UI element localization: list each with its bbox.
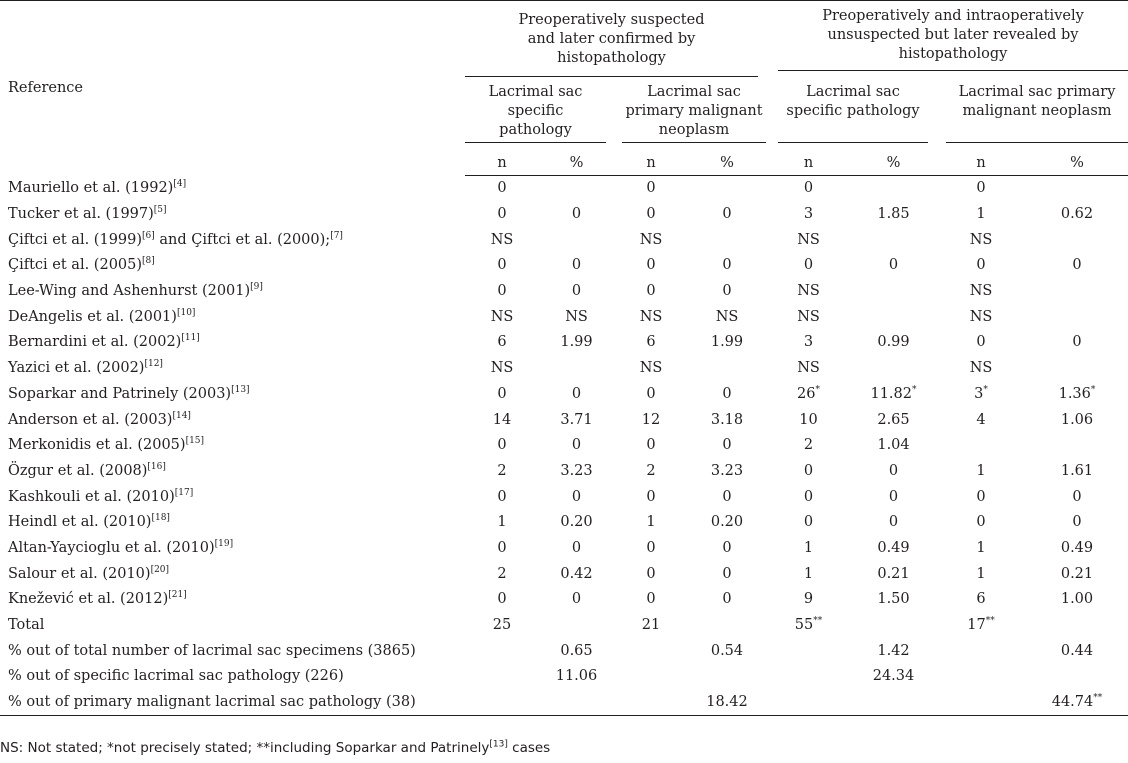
n-cell (614, 638, 688, 664)
footnote-mark: * (912, 385, 917, 396)
n-cell: 55** (794, 616, 823, 634)
pct-cell: 1.04 (877, 437, 910, 454)
n-cell: 0 (497, 437, 507, 454)
citation-ref: [14] (172, 410, 191, 421)
reference-cell (0, 484, 465, 510)
n-cell (465, 638, 539, 664)
n-cell: NS (969, 360, 993, 377)
pct-cell: 0 (722, 385, 732, 402)
reference-cell (0, 176, 465, 202)
table-row (0, 433, 1128, 459)
n-cell: 0 (803, 462, 814, 479)
n-cell: 2 (803, 437, 814, 454)
n-cell: 0 (497, 283, 507, 300)
citation-ref: [6] (142, 230, 155, 241)
pct-cell (851, 279, 936, 305)
table-row (0, 227, 1128, 253)
pct-cell (539, 613, 614, 639)
pct-cell: 0 (722, 206, 732, 223)
pct-cell: 0.42 (560, 565, 593, 582)
reference-text: Salour et al. (2010) (8, 565, 151, 582)
group-header-unsuspected: Preoperatively and intraoperatively unsuspected but later revealed by histopathology (778, 7, 1128, 71)
n-cell: 0 (497, 385, 507, 402)
n-cell (766, 690, 851, 716)
citation-ref: [7] (330, 230, 343, 241)
col-n: n (766, 151, 851, 176)
pct-cell: 1.36* (1058, 385, 1096, 402)
n-cell: 1 (976, 462, 986, 479)
pct-cell (1026, 613, 1128, 639)
reference-text: Çiftci et al. (1999) (8, 231, 143, 248)
pct-cell: 0.21 (1060, 565, 1094, 582)
pct-cell: 0.62 (1060, 206, 1094, 223)
n-cell (936, 664, 1026, 690)
pct-cell: 0 (571, 539, 582, 556)
footnote-text-end: cases (507, 740, 551, 756)
pct-cell: 0 (722, 539, 732, 556)
table-row (0, 176, 1128, 202)
pct-cell (1026, 433, 1128, 459)
footnote-mark: ** (985, 616, 995, 627)
table-row (0, 510, 1128, 536)
n-cell: 0 (646, 206, 656, 223)
table-row (0, 484, 1128, 510)
n-cell: 1 (803, 565, 814, 582)
reference-cell (0, 433, 465, 459)
pct-cell: 3.23 (560, 462, 593, 479)
reference-cell (0, 202, 465, 228)
table-row (0, 690, 1128, 716)
n-cell: 0 (497, 539, 507, 556)
pct-cell (851, 690, 936, 716)
reference-header: Reference (8, 79, 83, 96)
pct-cell (688, 176, 766, 202)
subheader-malignant-suspected: Lacrimal sac primary malignant neoplasm (622, 83, 766, 143)
n-cell: NS (490, 231, 514, 248)
pct-cell: 0 (571, 488, 582, 505)
pct-cell: 0 (722, 488, 732, 505)
col-pct: % (851, 151, 936, 176)
pct-cell: 0.99 (877, 334, 910, 351)
pct-cell: 0.65 (560, 642, 593, 659)
n-cell: 1 (976, 206, 986, 223)
col-pct: % (539, 151, 614, 176)
pct-cell: 0 (571, 257, 582, 274)
pct-cell: 0.20 (560, 514, 593, 531)
citation-ref: [21] (168, 590, 187, 601)
pct-cell (688, 664, 766, 690)
n-cell: 0 (803, 180, 814, 197)
reference-cell (0, 561, 465, 587)
pct-cell: 1.50 (877, 591, 910, 608)
pct-cell (851, 304, 936, 330)
reference-cell (0, 253, 465, 279)
pct-cell (539, 690, 614, 716)
reference-text: Heindl et al. (2010) (8, 514, 152, 531)
citation-ref: [20] (150, 564, 170, 575)
pct-cell: 0 (888, 257, 899, 274)
footnote-citation: [13] (489, 739, 508, 750)
pct-cell: 1.99 (560, 334, 593, 351)
n-cell: 0 (646, 488, 656, 505)
pct-cell: 0.49 (877, 539, 910, 556)
table-row (0, 382, 1128, 408)
pct-cell (851, 356, 936, 382)
citation-ref: [19] (214, 539, 234, 550)
reference-text: Soparkar and Patrinely (2003) (8, 385, 232, 402)
table-row (0, 253, 1128, 279)
col-n: n (614, 151, 688, 176)
footnote-text: NS: Not stated; *not precisely stated; **including Soparkar and Patrinely (0, 740, 490, 756)
pct-cell: 18.42 (688, 690, 766, 716)
reference-text: Merkonidis et al. (2005) (8, 437, 186, 454)
citation-ref: [5] (153, 205, 167, 216)
reference-cell (0, 459, 465, 485)
reference-text: DeAngelis et al. (2001) (8, 308, 177, 325)
citation-ref: [18] (151, 513, 170, 524)
pct-cell: 24.34 (872, 668, 915, 685)
reference-text: % out of total number of lacrimal sac specimens (3865) (8, 642, 416, 659)
citation-ref: [8] (142, 256, 155, 267)
pct-cell: NS (565, 308, 588, 325)
n-cell: 1 (646, 514, 656, 531)
pct-cell: 0 (1072, 514, 1082, 531)
n-cell: NS (797, 360, 820, 377)
pct-cell: 3.71 (560, 411, 593, 428)
citation-ref: [16] (147, 462, 166, 473)
table-row (0, 664, 1128, 690)
n-cell: 6 (497, 334, 507, 351)
reference-text: Total (8, 617, 45, 634)
n-cell: 17** (967, 616, 995, 634)
n-cell: 21 (641, 617, 661, 634)
n-cell: 0 (646, 539, 656, 556)
n-cell (465, 664, 539, 690)
reference-cell (0, 638, 465, 664)
pct-cell: 0 (571, 206, 582, 223)
pct-cell: 0.44 (1060, 642, 1094, 659)
n-cell: 1 (976, 565, 986, 582)
footnote-mark: ** (1093, 693, 1103, 704)
reference-text: Yazici et al. (2002) (8, 360, 145, 377)
table-row (0, 536, 1128, 562)
pct-cell: 0 (888, 488, 899, 505)
n-cell: NS (797, 308, 820, 325)
n-cell: 3 (803, 334, 814, 351)
table-row (0, 638, 1128, 664)
n-cell (936, 433, 1026, 459)
reference-cell (0, 227, 465, 253)
pct-cell (1026, 279, 1128, 305)
pct-cell: 0 (722, 565, 732, 582)
n-cell: 3* (974, 385, 988, 402)
reference-cell (0, 510, 465, 536)
reference-cell (0, 587, 465, 613)
pct-cell: 1.85 (877, 206, 910, 223)
table-row (0, 330, 1128, 356)
pct-cell: 3.18 (710, 411, 744, 428)
n-cell: NS (639, 360, 663, 377)
pct-cell: 0 (571, 591, 582, 608)
n-cell: 3 (803, 206, 814, 223)
pct-cell: 1.06 (1060, 411, 1094, 428)
citation-ref: [9] (250, 282, 263, 293)
pct-cell (851, 613, 936, 639)
pct-cell: 44.74** (1026, 690, 1128, 716)
pct-cell (1026, 356, 1128, 382)
n-cell: 0 (646, 565, 656, 582)
n-cell: NS (969, 283, 993, 300)
reference-text: Kashkouli et al. (2010) (8, 488, 175, 505)
n-cell (766, 664, 851, 690)
citation-ref: [15] (185, 436, 205, 447)
n-cell: NS (490, 360, 514, 377)
pct-cell: 0 (722, 437, 732, 454)
reference-cell (0, 613, 465, 639)
n-cell: 6 (976, 591, 986, 608)
reference-text: Altan-Yaycioglu et al. (2010) (8, 539, 215, 556)
n-cell: NS (797, 231, 820, 248)
reference-cell (0, 356, 465, 382)
reference-cell (0, 279, 465, 305)
n-cell: 2 (497, 565, 507, 582)
n-cell: 0 (646, 437, 656, 454)
pct-cell: 0 (1072, 488, 1082, 505)
pct-cell: 0.49 (1060, 539, 1094, 556)
citation-ref: [13] (231, 385, 250, 396)
n-cell: 9 (803, 591, 814, 608)
n-cell: 26* (797, 385, 820, 402)
n-cell: 0 (497, 257, 507, 274)
n-cell: 0 (646, 283, 656, 300)
table-row (0, 279, 1128, 305)
pct-cell: 0 (722, 257, 732, 274)
n-cell: 0 (497, 591, 507, 608)
n-cell: 25 (492, 617, 512, 634)
n-cell: 0 (803, 514, 814, 531)
n-cell: 10 (799, 411, 818, 428)
n-cell: 1 (976, 539, 986, 556)
n-cell: NS (490, 308, 514, 325)
pct-cell (688, 613, 766, 639)
pct-cell: 0.21 (877, 565, 910, 582)
reference-cell (0, 304, 465, 330)
reference-text: Özgur et al. (2008) (8, 462, 148, 479)
citation-ref: [10] (176, 307, 196, 318)
pct-cell (851, 176, 936, 202)
table-row (0, 407, 1128, 433)
reference-text: Knežević et al. (2012) (8, 591, 169, 608)
pct-cell: 0 (1072, 334, 1082, 351)
pct-cell (1026, 227, 1128, 253)
col-n: n (465, 151, 539, 176)
table-row (0, 561, 1128, 587)
reference-text: % out of specific lacrimal sac pathology (226) (8, 668, 344, 685)
n-cell: 14 (492, 411, 512, 428)
pct-cell: 2.65 (877, 411, 910, 428)
pct-cell (1026, 304, 1128, 330)
table-row (0, 356, 1128, 382)
footnote (0, 740, 550, 756)
pct-cell (539, 227, 614, 253)
n-cell: 1 (497, 514, 507, 531)
n-cell: 0 (646, 385, 656, 402)
n-cell (614, 690, 688, 716)
n-cell (465, 690, 539, 716)
n-cell (936, 690, 1026, 716)
reference-text: Anderson et al. (2003) (8, 411, 173, 428)
pct-cell: 1.42 (877, 642, 910, 659)
footnote-mark: * (1090, 385, 1096, 396)
reference-text: Mauriello et al. (1992) (8, 180, 174, 197)
table-row (0, 304, 1128, 330)
n-cell: 2 (497, 462, 507, 479)
footnote-mark: * (815, 385, 820, 396)
subheader-specific-suspected: Lacrimal sac specific pathology (465, 83, 606, 143)
n-cell: 0 (497, 206, 507, 223)
pct-cell: 0.20 (710, 514, 744, 531)
reference-text: Bernardini et al. (2002) (8, 334, 182, 351)
pct-cell: 11.82* (870, 385, 917, 402)
n-cell: 0 (976, 334, 986, 351)
n-cell: 12 (641, 411, 661, 428)
reference-cell (0, 690, 465, 716)
pct-cell (539, 356, 614, 382)
subheader-malignant-unsuspected: Lacrimal sac primary malignant neoplasm (946, 83, 1128, 143)
reference-text: Çiftci et al. (2005) (8, 257, 143, 274)
pct-cell: 0 (571, 437, 582, 454)
n-cell: 0 (976, 180, 986, 197)
n-cell: NS (639, 308, 663, 325)
pct-cell: 0 (571, 385, 582, 402)
n-cell: NS (639, 231, 663, 248)
pct-cell (851, 227, 936, 253)
citation-ref: [17] (174, 487, 194, 498)
pct-cell (688, 356, 766, 382)
col-n: n (936, 151, 1026, 176)
n-cell: 0 (976, 488, 986, 505)
n-cell: 0 (646, 591, 656, 608)
citation-ref: [11] (181, 333, 200, 344)
n-cell: NS (797, 283, 820, 300)
n-cell (936, 638, 1026, 664)
reference-cell (0, 664, 465, 690)
reference-text: Lee-Wing and Ashenhurst (2001) (8, 283, 251, 300)
pct-cell: 1.00 (1060, 591, 1094, 608)
reference-cell (0, 382, 465, 408)
group-header-suspected: Preoperatively suspected and later confirmed by histopathology (465, 11, 758, 77)
table-row (0, 613, 1128, 639)
table-row (0, 202, 1128, 228)
reference-text: Tucker et al. (1997) (8, 206, 154, 223)
pct-cell (1026, 664, 1128, 690)
pct-cell: 1.61 (1060, 462, 1094, 479)
n-cell (766, 638, 851, 664)
reference-text: % out of primary malignant lacrimal sac pathology (38) (8, 694, 416, 711)
n-cell: 0 (497, 180, 507, 197)
reference-text-cont: and Çiftci et al. (2000); (154, 231, 331, 248)
n-cell: NS (969, 308, 993, 325)
n-cell: 0 (803, 488, 814, 505)
n-cell: 0 (646, 257, 656, 274)
pct-cell (1026, 176, 1128, 202)
pct-cell: 0 (888, 514, 899, 531)
n-cell: 0 (646, 180, 656, 197)
pct-cell: 11.06 (555, 668, 598, 685)
reference-cell (0, 536, 465, 562)
table-row (0, 587, 1128, 613)
reference-cell (0, 407, 465, 433)
pct-cell: 0.54 (710, 642, 744, 659)
pct-cell: 3.23 (710, 462, 744, 479)
citation-ref: [4] (173, 179, 187, 190)
n-cell: 0 (497, 488, 507, 505)
n-cell: 4 (976, 411, 986, 428)
pct-cell (539, 176, 614, 202)
n-cell: 0 (976, 514, 986, 531)
pct-cell: 0 (722, 591, 732, 608)
pct-cell (688, 227, 766, 253)
reference-cell (0, 330, 465, 356)
n-cell: 1 (803, 539, 814, 556)
n-cell: 6 (646, 334, 656, 351)
n-cell (614, 664, 688, 690)
n-cell: 2 (646, 462, 656, 479)
pct-cell: NS (715, 308, 739, 325)
footnote-mark: ** (813, 616, 823, 627)
footnote-mark: * (983, 385, 988, 396)
col-pct: % (688, 151, 766, 176)
col-pct: % (1026, 151, 1128, 176)
n-cell: 0 (976, 257, 986, 274)
pct-cell: 0 (1072, 257, 1082, 274)
citation-ref: [12] (144, 359, 163, 370)
pct-cell: 0 (722, 283, 732, 300)
pct-cell: 0 (888, 462, 899, 479)
subheader-specific-unsuspected: Lacrimal sac specific pathology (778, 83, 928, 143)
table-row (0, 459, 1128, 485)
pct-cell: 1.99 (710, 334, 744, 351)
n-cell: NS (969, 231, 993, 248)
pct-cell: 0 (571, 283, 582, 300)
n-cell: 0 (803, 257, 814, 274)
